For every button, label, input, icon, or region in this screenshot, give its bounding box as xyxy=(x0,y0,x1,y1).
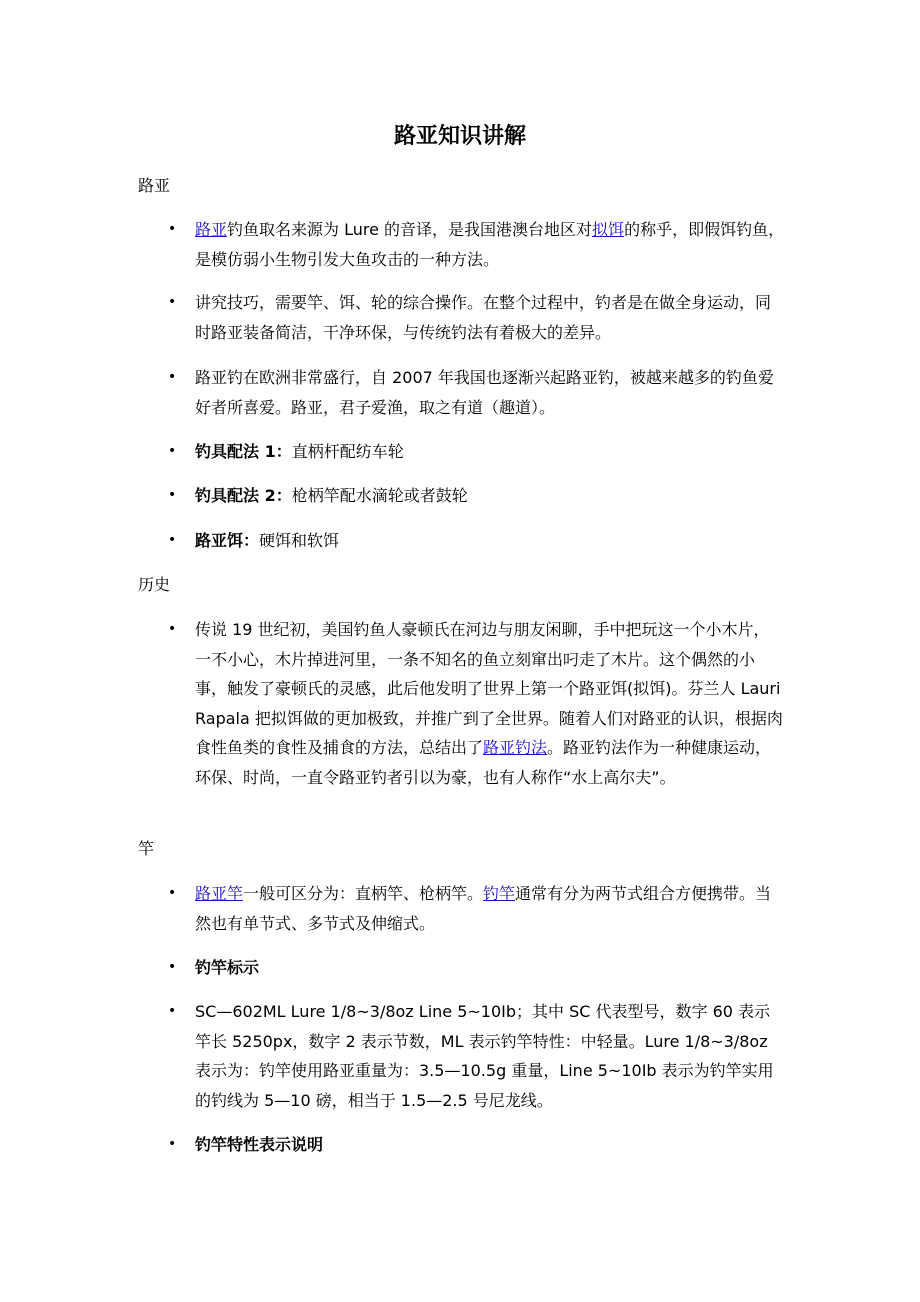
item-bold-label: 钓竿标示 xyxy=(195,958,260,977)
bullet-icon: • xyxy=(168,487,177,503)
link-niier[interactable]: 拟饵 xyxy=(592,220,625,239)
item-bold-label: 钓具配法 1： xyxy=(195,442,292,461)
item-text: 的称乎，即假饵钓鱼，是模仿弱小生物引发大鱼攻击的一种方法。 xyxy=(195,220,785,269)
list-item xyxy=(195,1130,785,1160)
bullet-icon: • xyxy=(168,959,177,975)
list-item xyxy=(195,363,785,422)
list-item xyxy=(195,437,785,467)
bullet-icon: • xyxy=(168,532,177,548)
list-item xyxy=(195,997,785,1115)
bullet-icon: • xyxy=(168,621,177,637)
list-item xyxy=(195,481,785,511)
link-luya-method[interactable]: 路亚钓法 xyxy=(483,738,548,757)
document-title: 路亚知识讲解 xyxy=(393,124,526,149)
bullet-icon: • xyxy=(168,221,177,237)
bullet-icon: • xyxy=(168,1136,177,1152)
link-luya-rod[interactable]: 路亚竿 xyxy=(195,884,244,903)
list-item xyxy=(195,526,785,556)
item-bold-label: 路亚饵： xyxy=(195,531,260,550)
link-luya[interactable]: 路亚 xyxy=(195,220,228,239)
bullet-icon: • xyxy=(168,294,177,310)
bullet-icon: • xyxy=(168,1003,177,1019)
bullet-icon: • xyxy=(168,369,177,385)
list-item xyxy=(195,879,785,938)
list-item xyxy=(195,615,785,792)
item-text: 讲究技巧，需要竿、饵、轮的综合操作。在整个过程中，钓者是在做全身运动，同时路亚装备简洁，干净环保，与传统钓法有着极大的差异。 xyxy=(195,293,772,342)
section-heading-rod: 竿 xyxy=(138,839,155,858)
link-fishing-rod[interactable]: 钓竿 xyxy=(483,884,516,903)
item-text: 通常有分为两节式组合方便携带。当然也有单节式、多节式及伸缩式。 xyxy=(195,884,772,933)
item-text: 钓鱼取名来源为 Lure 的音译，是我国港澳台地区对 xyxy=(227,220,593,239)
list-item xyxy=(195,953,785,983)
item-text: 传说 19 世纪初，美国钓鱼人豪顿氏在河边与朋友闲聊，手中把玩这一个小木片，一不小心，木片掉进河里，一条不知名的鱼立刻窜出叼走了木片。这个偶然的小事，触发了豪顿氏的灵感，此后他发明了世界上第一个路亚饵(拟饵)。芬兰人 Lauri Rapala 把拟饵做的更加极致，并推广到了全世界。随着人们对路亚的认识，根据肉食性鱼类的食性及捕食的方法，总结出了 xyxy=(195,620,783,757)
item-bold-label: 钓竿特性表示说明 xyxy=(195,1135,324,1154)
bullet-icon: • xyxy=(168,443,177,459)
item-text: 一般可区分为：直柄竿、枪柄竿。 xyxy=(243,884,484,903)
section-heading-luya: 路亚 xyxy=(138,176,171,195)
item-text: 直柄杆配纺车轮 xyxy=(291,442,404,461)
list-item xyxy=(195,288,785,347)
item-bold-label: 钓具配法 2： xyxy=(195,486,292,505)
item-text: 枪柄竿配水滴轮或者鼓轮 xyxy=(291,486,468,505)
item-text: 硬饵和软饵 xyxy=(259,531,340,550)
bullet-icon: • xyxy=(168,885,177,901)
item-text: 。路亚钓法作为一种健康运动，环保、时尚，一直令路亚钓者引以为豪，也有人称作“水上高尔夫”。 xyxy=(195,738,772,787)
list-item xyxy=(195,215,785,274)
item-text: SC—602ML Lure 1/8~3/8oz Line 5~10Ib；其中 SC 代表型号，数字 60 表示竿长 5250px，数字 2 表示节数，ML 表示钓竿特性：中轻量。Lure 1/8~3/8oz 表示为：钓竿使用路亚重量为：3.5—10.5g 重量，Line 5~10Ib 表示为钓竿实用的钓线为 5—10 磅，相当于 1.5—2.5 号尼龙线。 xyxy=(195,1002,774,1110)
section-heading-history: 历史 xyxy=(138,575,171,594)
item-text: 路亚钓在欧洲非常盛行，自 2007 年我国也逐渐兴起路亚钓，被越来越多的钓鱼爱好者所喜爱。路亚，君子爱渔，取之有道（趣道）。 xyxy=(195,368,774,417)
